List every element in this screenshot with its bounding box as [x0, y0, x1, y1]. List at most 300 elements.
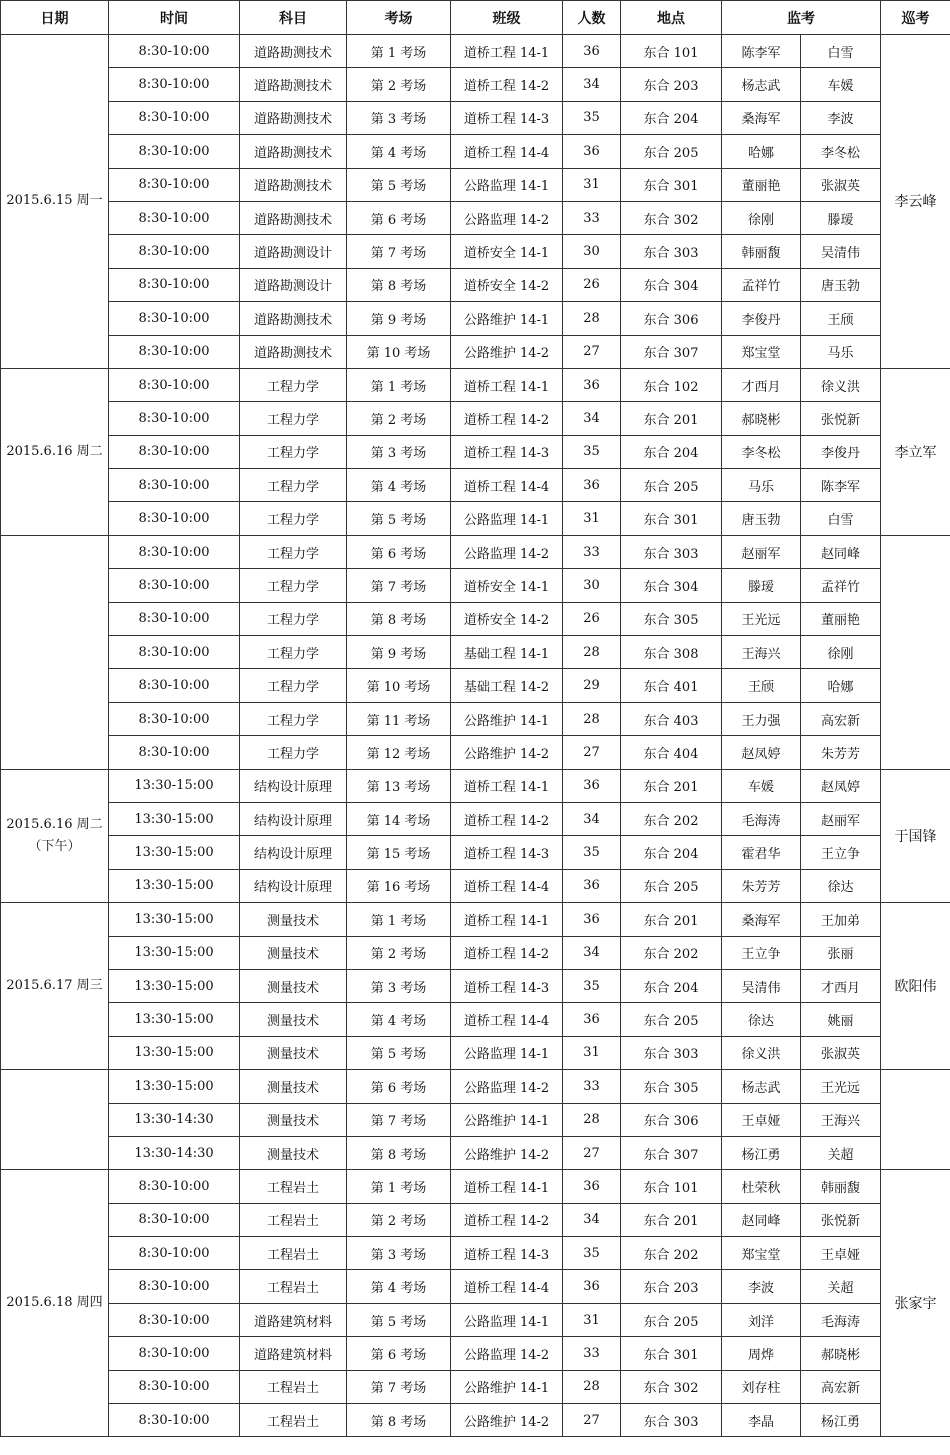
class-cell: 公路监理 14-1 [451, 168, 563, 201]
invigilator-1-cell: 周烨 [722, 1337, 801, 1370]
invigilator-1-cell: 才西月 [722, 368, 801, 401]
room-cell: 第 11 考场 [347, 702, 451, 735]
subject-cell: 工程力学 [240, 402, 347, 435]
class-cell: 公路维护 14-2 [451, 1136, 563, 1169]
header-invigilator: 监考 [722, 1, 881, 35]
subject-cell: 测量技术 [240, 1070, 347, 1103]
date-cell: 2015.6.18 周四 [1, 1170, 109, 1437]
invigilator-2-cell: 吴清伟 [801, 235, 881, 268]
count-cell: 36 [563, 1270, 621, 1303]
subject-cell: 道路勘测技术 [240, 135, 347, 168]
table-row [1, 1337, 950, 1370]
invigilator-1-cell: 郑宝堂 [722, 335, 801, 368]
invigilator-2-cell: 王卓娅 [801, 1237, 881, 1270]
class-cell: 公路监理 14-2 [451, 1337, 563, 1370]
invigilator-2-cell: 韩丽馥 [801, 1170, 881, 1203]
date-cell: 2015.6.16 周二 [1, 368, 109, 535]
location-cell: 东合 101 [621, 35, 722, 68]
date-cell: 2015.6.17 周三 [1, 903, 109, 1070]
invigilator-1-cell: 哈娜 [722, 135, 801, 168]
date-cell [1, 535, 109, 769]
table-row [1, 535, 950, 568]
invigilator-1-cell: 赵丽军 [722, 535, 801, 568]
table-row [1, 435, 950, 468]
room-cell: 第 1 考场 [347, 368, 451, 401]
count-cell: 33 [563, 1337, 621, 1370]
time-cell: 13:30-14:30 [109, 1136, 240, 1169]
count-cell: 29 [563, 669, 621, 702]
count-cell: 36 [563, 1170, 621, 1203]
table-row [1, 869, 950, 902]
count-cell: 36 [563, 869, 621, 902]
invigilator-1-cell: 赵同峰 [722, 1203, 801, 1236]
class-cell: 道桥工程 14-3 [451, 435, 563, 468]
time-cell: 8:30-10:00 [109, 435, 240, 468]
room-cell: 第 2 考场 [347, 402, 451, 435]
time-cell: 8:30-10:00 [109, 302, 240, 335]
subject-cell: 工程力学 [240, 702, 347, 735]
count-cell: 28 [563, 636, 621, 669]
invigilator-1-cell: 韩丽馥 [722, 235, 801, 268]
invigilator-1-cell: 桑海军 [722, 101, 801, 134]
table-row [1, 1270, 950, 1303]
invigilator-1-cell: 刘存柱 [722, 1370, 801, 1403]
location-cell: 东合 202 [621, 1237, 722, 1270]
class-cell: 道桥工程 14-4 [451, 1003, 563, 1036]
count-cell: 26 [563, 268, 621, 301]
invigilator-2-cell: 杨江勇 [801, 1404, 881, 1437]
class-cell: 道桥工程 14-3 [451, 969, 563, 1002]
location-cell: 东合 303 [621, 1036, 722, 1069]
subject-cell: 工程力学 [240, 736, 347, 769]
room-cell: 第 7 考场 [347, 235, 451, 268]
invigilator-2-cell: 孟祥竹 [801, 569, 881, 602]
time-cell: 8:30-10:00 [109, 636, 240, 669]
table-row [1, 1070, 950, 1103]
invigilator-2-cell: 张悦新 [801, 402, 881, 435]
invigilator-1-cell: 董丽艳 [722, 168, 801, 201]
invigilator-1-cell: 李晶 [722, 1404, 801, 1437]
room-cell: 第 6 考场 [347, 201, 451, 234]
count-cell: 34 [563, 402, 621, 435]
time-cell: 8:30-10:00 [109, 201, 240, 234]
invigilator-2-cell: 徐义洪 [801, 368, 881, 401]
invigilator-1-cell: 杨志武 [722, 68, 801, 101]
invigilator-2-cell: 毛海涛 [801, 1303, 881, 1336]
location-cell: 东合 306 [621, 1103, 722, 1136]
room-cell: 第 1 考场 [347, 903, 451, 936]
room-cell: 第 4 考场 [347, 469, 451, 502]
invigilator-2-cell: 赵同峰 [801, 535, 881, 568]
table-row [1, 1370, 950, 1403]
class-cell: 道桥工程 14-2 [451, 68, 563, 101]
time-cell: 8:30-10:00 [109, 101, 240, 134]
table-row [1, 268, 950, 301]
class-cell: 公路监理 14-1 [451, 1036, 563, 1069]
room-cell: 第 3 考场 [347, 101, 451, 134]
location-cell: 东合 204 [621, 836, 722, 869]
count-cell: 27 [563, 1404, 621, 1437]
location-cell: 东合 301 [621, 1337, 722, 1370]
subject-cell: 道路勘测技术 [240, 168, 347, 201]
date-cell: 2015.6.15 周一 [1, 35, 109, 369]
location-cell: 东合 304 [621, 268, 722, 301]
invigilator-2-cell: 张淑英 [801, 1036, 881, 1069]
class-cell: 公路维护 14-1 [451, 1370, 563, 1403]
header-date: 日期 [1, 1, 109, 35]
invigilator-2-cell: 马乐 [801, 335, 881, 368]
invigilator-1-cell: 唐玉勃 [722, 502, 801, 535]
location-cell: 东合 302 [621, 1370, 722, 1403]
class-cell: 道桥工程 14-3 [451, 836, 563, 869]
table-row [1, 969, 950, 1002]
class-cell: 基础工程 14-2 [451, 669, 563, 702]
subject-cell: 结构设计原理 [240, 802, 347, 835]
class-cell: 公路监理 14-2 [451, 535, 563, 568]
time-cell: 8:30-10:00 [109, 702, 240, 735]
invigilator-1-cell: 王立争 [722, 936, 801, 969]
time-cell: 8:30-10:00 [109, 535, 240, 568]
time-cell: 8:30-10:00 [109, 35, 240, 68]
count-cell: 36 [563, 903, 621, 936]
invigilator-2-cell: 董丽艳 [801, 602, 881, 635]
table-row [1, 702, 950, 735]
invigilator-1-cell: 马乐 [722, 469, 801, 502]
invigilator-1-cell: 桑海军 [722, 903, 801, 936]
count-cell: 33 [563, 1070, 621, 1103]
subject-cell: 工程岩土 [240, 1203, 347, 1236]
patrol-cell [881, 535, 950, 769]
class-cell: 道桥工程 14-4 [451, 869, 563, 902]
table-row [1, 602, 950, 635]
class-cell: 道桥工程 14-2 [451, 936, 563, 969]
time-cell: 8:30-10:00 [109, 168, 240, 201]
table-row [1, 168, 950, 201]
subject-cell: 工程力学 [240, 469, 347, 502]
location-cell: 东合 201 [621, 402, 722, 435]
location-cell: 东合 102 [621, 368, 722, 401]
invigilator-2-cell: 白雪 [801, 502, 881, 535]
class-cell: 公路监理 14-1 [451, 1303, 563, 1336]
room-cell: 第 12 考场 [347, 736, 451, 769]
class-cell: 道桥工程 14-2 [451, 1203, 563, 1236]
location-cell: 东合 303 [621, 1404, 722, 1437]
class-cell: 道桥工程 14-1 [451, 35, 563, 68]
class-cell: 公路监理 14-2 [451, 201, 563, 234]
subject-cell: 道路勘测技术 [240, 302, 347, 335]
invigilator-1-cell: 霍君华 [722, 836, 801, 869]
room-cell: 第 7 考场 [347, 1370, 451, 1403]
class-cell: 道桥工程 14-4 [451, 469, 563, 502]
location-cell: 东合 202 [621, 802, 722, 835]
table-row [1, 335, 950, 368]
location-cell: 东合 101 [621, 1170, 722, 1203]
invigilator-2-cell: 王加弟 [801, 903, 881, 936]
location-cell: 东合 203 [621, 68, 722, 101]
time-cell: 8:30-10:00 [109, 669, 240, 702]
room-cell: 第 8 考场 [347, 1136, 451, 1169]
invigilator-2-cell: 哈娜 [801, 669, 881, 702]
header-patrol: 巡考 [881, 1, 950, 35]
class-cell: 公路维护 14-2 [451, 335, 563, 368]
count-cell: 31 [563, 502, 621, 535]
time-cell: 8:30-10:00 [109, 402, 240, 435]
room-cell: 第 5 考场 [347, 1303, 451, 1336]
location-cell: 东合 302 [621, 201, 722, 234]
invigilator-1-cell: 李冬松 [722, 435, 801, 468]
table-row [1, 1003, 950, 1036]
subject-cell: 工程岩土 [240, 1170, 347, 1203]
location-cell: 东合 201 [621, 769, 722, 802]
location-cell: 东合 303 [621, 535, 722, 568]
location-cell: 东合 202 [621, 936, 722, 969]
header-count: 人数 [563, 1, 621, 35]
header-subject: 科目 [240, 1, 347, 35]
location-cell: 东合 301 [621, 168, 722, 201]
subject-cell: 道路建筑材料 [240, 1337, 347, 1370]
location-cell: 东合 204 [621, 101, 722, 134]
location-cell: 东合 205 [621, 1003, 722, 1036]
room-cell: 第 14 考场 [347, 802, 451, 835]
count-cell: 35 [563, 836, 621, 869]
table-row [1, 1136, 950, 1169]
table-row [1, 669, 950, 702]
location-cell: 东合 303 [621, 235, 722, 268]
table-row [1, 35, 950, 68]
invigilator-1-cell: 刘洋 [722, 1303, 801, 1336]
room-cell: 第 13 考场 [347, 769, 451, 802]
room-cell: 第 10 考场 [347, 669, 451, 702]
invigilator-2-cell: 徐达 [801, 869, 881, 902]
invigilator-2-cell: 郝晓彬 [801, 1337, 881, 1370]
time-cell: 13:30-15:00 [109, 769, 240, 802]
invigilator-2-cell: 徐刚 [801, 636, 881, 669]
class-cell: 公路监理 14-1 [451, 502, 563, 535]
table-row [1, 235, 950, 268]
subject-cell: 测量技术 [240, 903, 347, 936]
class-cell: 道桥工程 14-2 [451, 802, 563, 835]
invigilator-1-cell: 滕瑷 [722, 569, 801, 602]
subject-cell: 结构设计原理 [240, 836, 347, 869]
table-row [1, 101, 950, 134]
subject-cell: 测量技术 [240, 1136, 347, 1169]
patrol-cell: 李云峰 [881, 35, 950, 369]
class-cell: 道桥工程 14-1 [451, 1170, 563, 1203]
subject-cell: 工程力学 [240, 535, 347, 568]
invigilator-1-cell: 毛海涛 [722, 802, 801, 835]
location-cell: 东合 201 [621, 903, 722, 936]
subject-cell: 工程力学 [240, 435, 347, 468]
table-row [1, 502, 950, 535]
table-row [1, 569, 950, 602]
invigilator-2-cell: 赵凤婷 [801, 769, 881, 802]
time-cell: 8:30-10:00 [109, 502, 240, 535]
time-cell: 13:30-15:00 [109, 936, 240, 969]
location-cell: 东合 205 [621, 1303, 722, 1336]
invigilator-2-cell: 滕瑷 [801, 201, 881, 234]
invigilator-1-cell: 杨江勇 [722, 1136, 801, 1169]
invigilator-1-cell: 车媛 [722, 769, 801, 802]
table-row [1, 368, 950, 401]
location-cell: 东合 204 [621, 969, 722, 1002]
subject-cell: 工程岩土 [240, 1370, 347, 1403]
time-cell: 8:30-10:00 [109, 1270, 240, 1303]
invigilator-2-cell: 才西月 [801, 969, 881, 1002]
room-cell: 第 1 考场 [347, 35, 451, 68]
table-row [1, 1170, 950, 1203]
subject-cell: 工程力学 [240, 602, 347, 635]
class-cell: 公路维护 14-1 [451, 1103, 563, 1136]
subject-cell: 工程岩土 [240, 1404, 347, 1437]
time-cell: 8:30-10:00 [109, 1370, 240, 1403]
time-cell: 8:30-10:00 [109, 1303, 240, 1336]
room-cell: 第 2 考场 [347, 68, 451, 101]
class-cell: 道桥工程 14-1 [451, 769, 563, 802]
invigilator-1-cell: 陈李军 [722, 35, 801, 68]
count-cell: 31 [563, 1036, 621, 1069]
location-cell: 东合 205 [621, 469, 722, 502]
class-cell: 道桥安全 14-2 [451, 268, 563, 301]
header-room: 考场 [347, 1, 451, 35]
header-row [1, 1, 950, 35]
subject-cell: 道路勘测技术 [240, 335, 347, 368]
table-row [1, 302, 950, 335]
location-cell: 东合 307 [621, 1136, 722, 1169]
time-cell: 8:30-10:00 [109, 602, 240, 635]
room-cell: 第 6 考场 [347, 535, 451, 568]
invigilator-1-cell: 孟祥竹 [722, 268, 801, 301]
count-cell: 31 [563, 168, 621, 201]
count-cell: 34 [563, 936, 621, 969]
room-cell: 第 1 考场 [347, 1170, 451, 1203]
room-cell: 第 5 考场 [347, 502, 451, 535]
count-cell: 35 [563, 435, 621, 468]
count-cell: 27 [563, 1136, 621, 1169]
time-cell: 13:30-15:00 [109, 1003, 240, 1036]
subject-cell: 道路勘测设计 [240, 268, 347, 301]
invigilator-2-cell: 陈李军 [801, 469, 881, 502]
location-cell: 东合 205 [621, 869, 722, 902]
count-cell: 28 [563, 302, 621, 335]
time-cell: 13:30-15:00 [109, 802, 240, 835]
location-cell: 东合 203 [621, 1270, 722, 1303]
invigilator-2-cell: 赵丽军 [801, 802, 881, 835]
table-row [1, 1303, 950, 1336]
invigilator-2-cell: 高宏新 [801, 702, 881, 735]
subject-cell: 工程岩土 [240, 1237, 347, 1270]
time-cell: 8:30-10:00 [109, 135, 240, 168]
table-row [1, 736, 950, 769]
subject-cell: 测量技术 [240, 1103, 347, 1136]
room-cell: 第 8 考场 [347, 268, 451, 301]
invigilator-1-cell: 赵凤婷 [722, 736, 801, 769]
invigilator-1-cell: 李波 [722, 1270, 801, 1303]
count-cell: 35 [563, 969, 621, 1002]
count-cell: 34 [563, 802, 621, 835]
class-cell: 公路监理 14-2 [451, 1070, 563, 1103]
invigilator-1-cell: 王光远 [722, 602, 801, 635]
location-cell: 东合 304 [621, 569, 722, 602]
time-cell: 8:30-10:00 [109, 569, 240, 602]
invigilator-1-cell: 徐达 [722, 1003, 801, 1036]
subject-cell: 道路建筑材料 [240, 1303, 347, 1336]
time-cell: 8:30-10:00 [109, 1170, 240, 1203]
time-cell: 8:30-10:00 [109, 268, 240, 301]
count-cell: 27 [563, 335, 621, 368]
room-cell: 第 7 考场 [347, 1103, 451, 1136]
count-cell: 35 [563, 101, 621, 134]
class-cell: 道桥安全 14-2 [451, 602, 563, 635]
patrol-cell [881, 1070, 950, 1170]
count-cell: 36 [563, 769, 621, 802]
invigilator-2-cell: 朱芳芳 [801, 736, 881, 769]
time-cell: 8:30-10:00 [109, 1337, 240, 1370]
table-row [1, 903, 950, 936]
subject-cell: 工程力学 [240, 368, 347, 401]
class-cell: 道桥工程 14-3 [451, 101, 563, 134]
invigilator-2-cell: 王海兴 [801, 1103, 881, 1136]
invigilator-1-cell: 朱芳芳 [722, 869, 801, 902]
time-cell: 13:30-15:00 [109, 1036, 240, 1069]
table-row [1, 936, 950, 969]
location-cell: 东合 301 [621, 502, 722, 535]
location-cell: 东合 307 [621, 335, 722, 368]
invigilator-2-cell: 李俊丹 [801, 435, 881, 468]
subject-cell: 结构设计原理 [240, 769, 347, 802]
class-cell: 公路维护 14-2 [451, 736, 563, 769]
room-cell: 第 10 考场 [347, 335, 451, 368]
count-cell: 27 [563, 736, 621, 769]
room-cell: 第 3 考场 [347, 1237, 451, 1270]
count-cell: 28 [563, 1370, 621, 1403]
invigilator-2-cell: 王颀 [801, 302, 881, 335]
count-cell: 36 [563, 135, 621, 168]
invigilator-2-cell: 张淑英 [801, 168, 881, 201]
invigilator-2-cell: 姚丽 [801, 1003, 881, 1036]
invigilator-2-cell: 唐玉勃 [801, 268, 881, 301]
location-cell: 东合 401 [621, 669, 722, 702]
invigilator-2-cell: 李波 [801, 101, 881, 134]
subject-cell: 道路勘测技术 [240, 201, 347, 234]
subject-cell: 道路勘测设计 [240, 235, 347, 268]
subject-cell: 测量技术 [240, 1036, 347, 1069]
class-cell: 道桥工程 14-4 [451, 1270, 563, 1303]
patrol-cell: 欧阳伟 [881, 903, 950, 1070]
count-cell: 36 [563, 35, 621, 68]
room-cell: 第 4 考场 [347, 1270, 451, 1303]
table-row [1, 402, 950, 435]
class-cell: 道桥工程 14-2 [451, 402, 563, 435]
room-cell: 第 5 考场 [347, 1036, 451, 1069]
table-row [1, 769, 950, 802]
room-cell: 第 16 考场 [347, 869, 451, 902]
location-cell: 东合 404 [621, 736, 722, 769]
class-cell: 道桥工程 14-3 [451, 1237, 563, 1270]
time-cell: 13:30-15:00 [109, 869, 240, 902]
room-cell: 第 3 考场 [347, 969, 451, 1002]
invigilator-1-cell: 王力强 [722, 702, 801, 735]
room-cell: 第 2 考场 [347, 1203, 451, 1236]
room-cell: 第 8 考场 [347, 1404, 451, 1437]
time-cell: 8:30-10:00 [109, 1404, 240, 1437]
invigilator-1-cell: 吴清伟 [722, 969, 801, 1002]
table-row [1, 1203, 950, 1236]
invigilator-2-cell: 关超 [801, 1136, 881, 1169]
time-cell: 13:30-15:00 [109, 836, 240, 869]
invigilator-1-cell: 李俊丹 [722, 302, 801, 335]
subject-cell: 工程力学 [240, 502, 347, 535]
subject-cell: 工程力学 [240, 669, 347, 702]
